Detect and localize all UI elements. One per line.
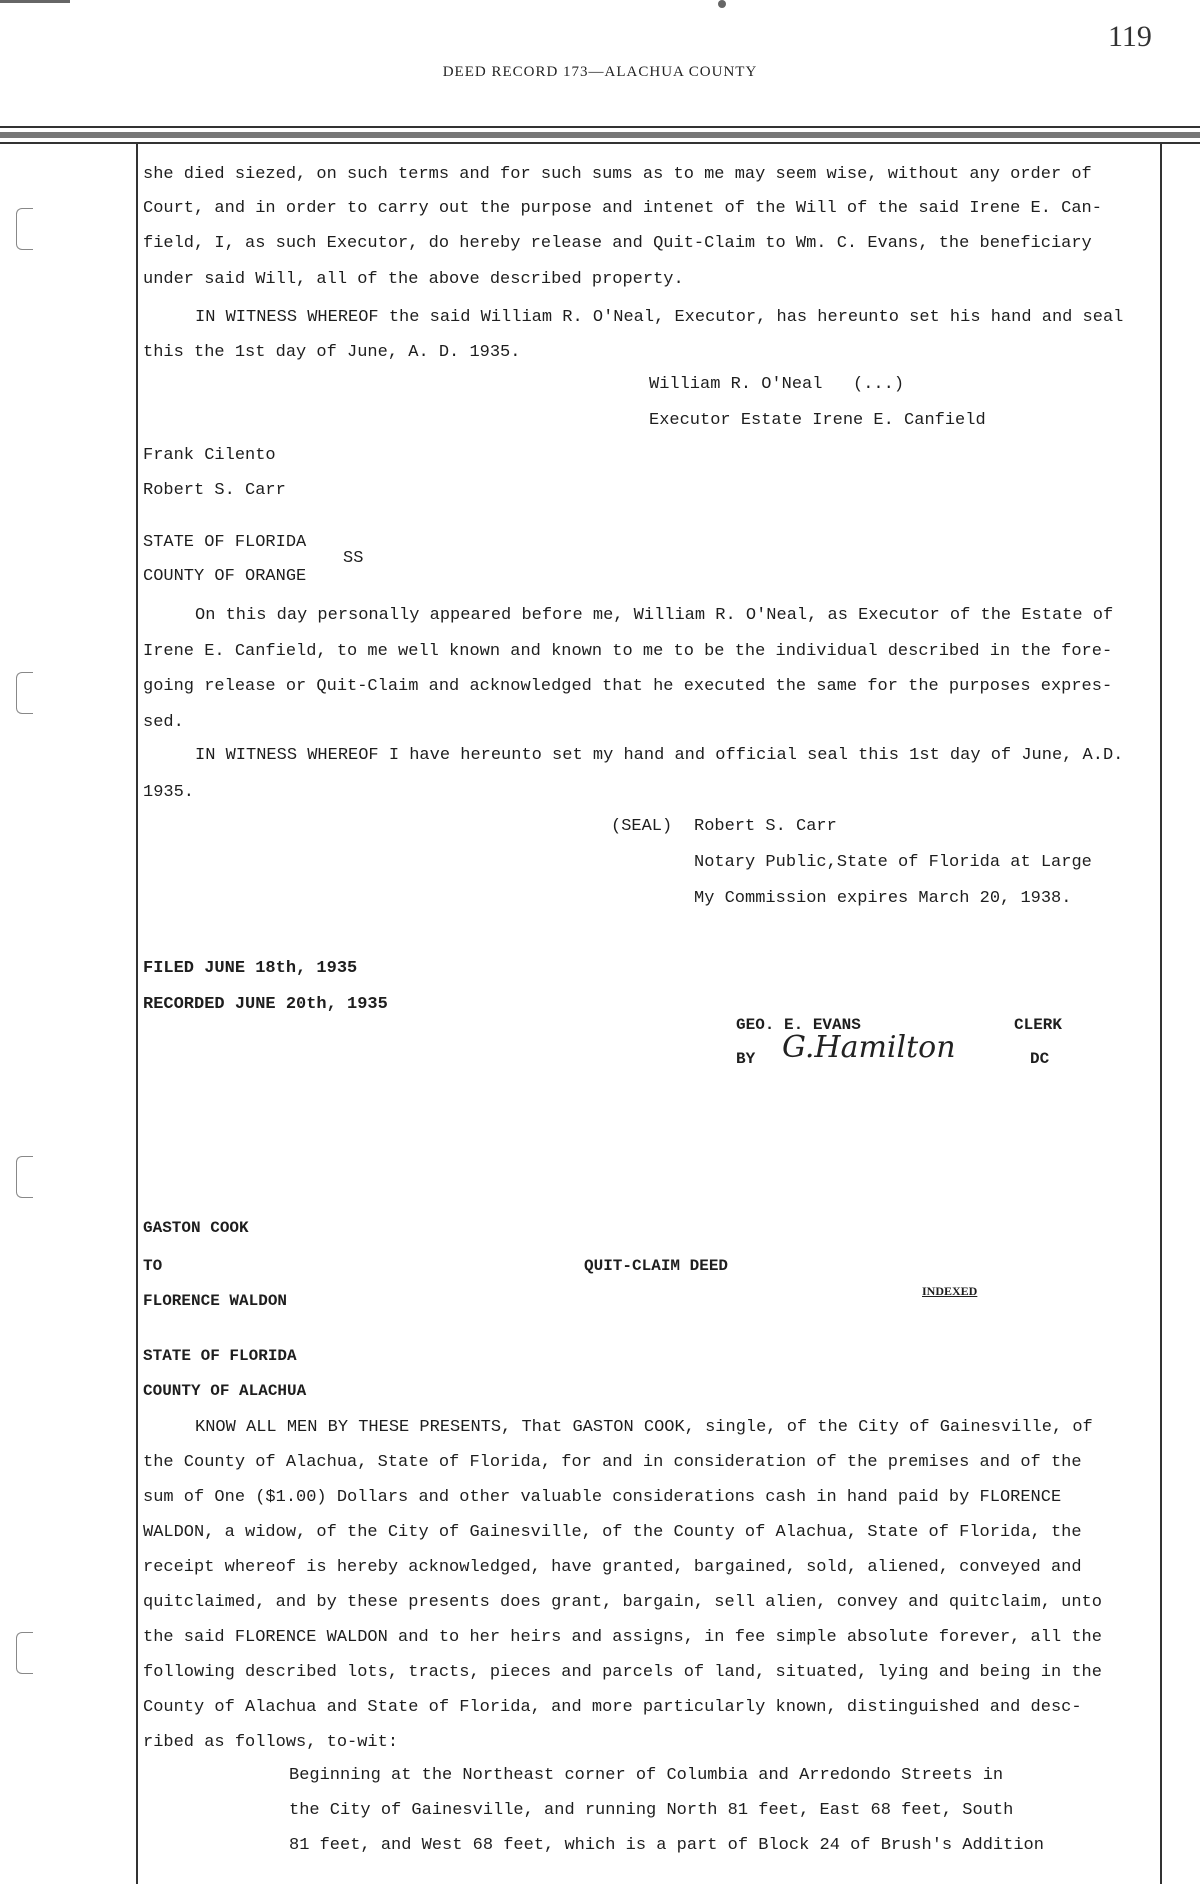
body-line: going release or Quit-Claim and acknowledged that he executed the same for the purposes expres-: [143, 677, 1113, 696]
grantee-name: FLORENCE WALDON: [143, 1292, 288, 1310]
grantor-name: GASTON COOK: [143, 1219, 249, 1237]
body-line: County of Alachua and State of Florida, and more particularly known, distinguished and desc-: [143, 1698, 1082, 1717]
header-rule: [0, 126, 1200, 128]
body-line: 1935.: [143, 783, 195, 802]
venue-state: STATE OF FLORIDA: [143, 1347, 297, 1365]
body-line: she died siezed, on such terms and for such sums as to me may seem wise, without any order of: [143, 165, 1092, 184]
body-line: the said FLORENCE WALDON and to her heirs and assigns, in fee simple absolute forever, all the: [143, 1628, 1102, 1647]
witness-name: Frank Cilento: [143, 446, 276, 465]
header-rule: [0, 132, 1200, 138]
clerk-name: GEO. E. EVANS: [736, 1016, 861, 1034]
by-label: BY: [736, 1050, 756, 1068]
scan-mark: [0, 0, 70, 3]
left-margin-rule: [136, 144, 138, 1884]
page-header: DEED RECORD 173—ALACHUA COUNTY: [442, 64, 758, 80]
executor-title: Executor Estate Irene E. Canfield: [649, 411, 986, 430]
body-line: IN WITNESS WHEREOF I have hereunto set my hand and official seal this 1st day of June, A.D.: [195, 746, 1124, 765]
witness-name: Robert S. Carr: [143, 481, 286, 500]
notary-title: Notary Public,State of Florida at Large: [694, 853, 1092, 872]
venue-ss: SS: [343, 549, 364, 568]
body-line: Irene E. Canfield, to me well known and known to me to be the individual described in the fore-: [143, 642, 1113, 661]
right-margin-rule: [1160, 144, 1162, 1884]
binding-hole-mark: [16, 1156, 33, 1198]
venue-state: STATE OF FLORIDA: [143, 533, 307, 552]
property-description-line: Beginning at the Northeast corner of Columbia and Arredondo Streets in: [289, 1766, 1004, 1785]
body-line: this the 1st day of June, A. D. 1935.: [143, 343, 521, 362]
executor-name: William R. O'Neal (...): [649, 375, 905, 394]
body-line: quitclaimed, and by these presents does grant, bargain, sell alien, convey and quitclaim, unto: [143, 1593, 1102, 1612]
body-line: On this day personally appeared before me, William R. O'Neal, as Executor of the Estate of: [195, 606, 1114, 625]
body-line: Court, and in order to carry out the purpose and intenet of the Will of the said Irene E. Can-: [143, 199, 1102, 218]
binding-hole-mark: [16, 1632, 33, 1674]
deed-type: QUIT-CLAIM DEED: [584, 1257, 729, 1275]
commission-expiry: My Commission expires March 20, 1938.: [694, 889, 1072, 908]
deputy-clerk-label: DC: [1030, 1050, 1050, 1068]
binding-hole-mark: [16, 672, 33, 714]
venue-county: COUNTY OF ORANGE: [143, 567, 307, 586]
body-line: receipt whereof is hereby acknowledged, have granted, bargained, sold, aliened, conveyed and: [143, 1558, 1082, 1577]
body-line: following described lots, tracts, pieces and parcels of land, situated, lying and being in the: [143, 1663, 1102, 1682]
property-description-line: 81 feet, and West 68 feet, which is a part of Block 24 of Brush's Addition: [289, 1836, 1044, 1855]
body-line: sum of One ($1.00) Dollars and other valuable considerations cash in hand paid by FLORENCE: [143, 1488, 1062, 1507]
venue-county: COUNTY OF ALACHUA: [143, 1382, 307, 1400]
binding-hole-mark: [16, 208, 33, 250]
filed-date: FILED JUNE 18th, 1935: [143, 959, 358, 978]
body-line: IN WITNESS WHEREOF the said William R. O'Neal, Executor, has hereunto set his hand and seal: [195, 308, 1124, 327]
body-line: the County of Alachua, State of Florida, for and in consideration of the premises and of the: [143, 1453, 1082, 1472]
recorded-date: RECORDED JUNE 20th, 1935: [143, 995, 388, 1014]
deputy-clerk-signature: G.Hamilton: [782, 1030, 956, 1065]
body-line: under said Will, all of the above described property.: [143, 270, 684, 289]
header-rule: [0, 142, 1200, 144]
body-line: field, I, as such Executor, do hereby release and Quit-Claim to Wm. C. Evans, the beneficiary: [143, 234, 1092, 253]
body-line: KNOW ALL MEN BY THESE PRESENTS, That GASTON COOK, single, of the City of Gainesville, of: [195, 1418, 1093, 1437]
seal-label: (SEAL): [611, 817, 673, 836]
scan-mark: [718, 0, 726, 8]
property-description-line: the City of Gainesville, and running North 81 feet, East 68 feet, South: [289, 1801, 1014, 1820]
to-label: TO: [143, 1257, 163, 1275]
notary-name: Robert S. Carr: [694, 817, 837, 836]
clerk-label: CLERK: [1014, 1016, 1063, 1034]
page-number: 119: [1108, 20, 1152, 53]
indexed-stamp: INDEXED: [922, 1284, 978, 1298]
body-line: WALDON, a widow, of the City of Gainesville, of the County of Alachua, State of Florida, the: [143, 1523, 1082, 1542]
body-line: sed.: [143, 713, 184, 732]
body-line: ribed as follows, to-wit:: [143, 1733, 399, 1752]
